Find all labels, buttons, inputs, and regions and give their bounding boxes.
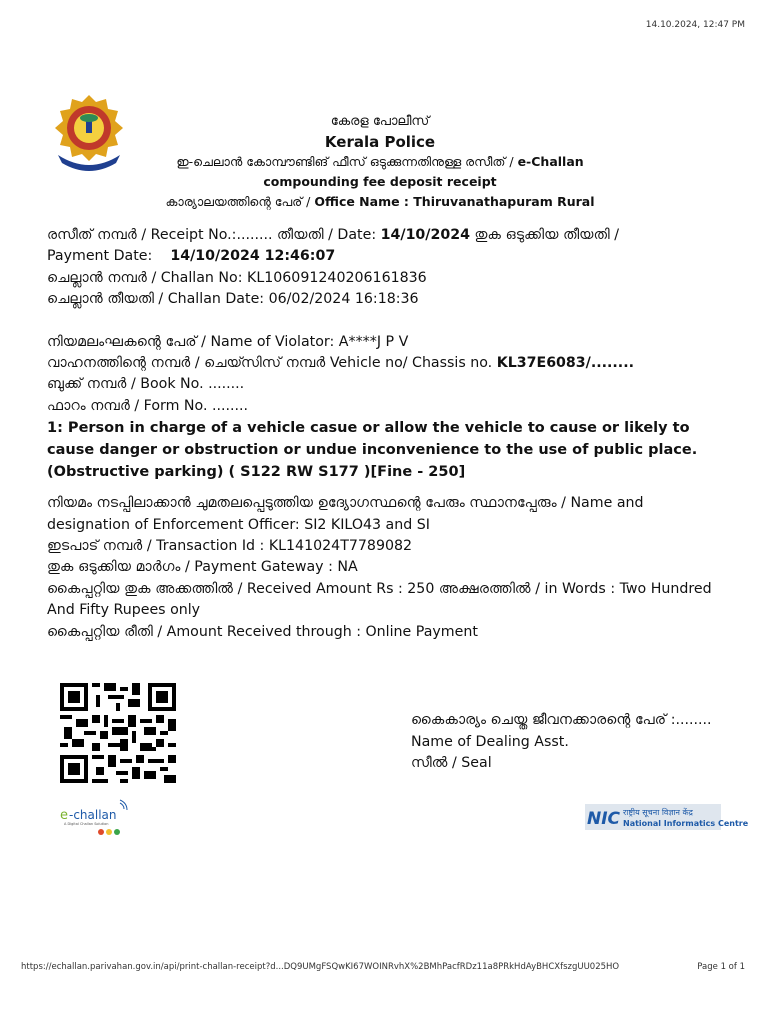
amount-received-through: കൈപ്പറ്റിയ രീതി / Amount Received through : Online Payment bbox=[47, 623, 478, 640]
receipt-no-line bbox=[47, 225, 727, 246]
payment-date-label-ml: തുക ഒടുക്കിയ തീയതി / bbox=[474, 227, 619, 243]
receipt-title-en: e-Challan bbox=[517, 154, 584, 169]
seal-label: സീൽ / Seal bbox=[411, 755, 492, 771]
received-amount: കൈപ്പറ്റിയ തുക അക്കത്തിൽ / Received Amount Rs : 250 അക്ഷരത്തിൽ / in Words : Two Hundred And Fifty Rupees only bbox=[47, 580, 712, 619]
book-no: ബുക്ക് നമ്പർ / Book No. ........ bbox=[47, 376, 245, 393]
payment-datetime: 14/10/2024 12:46:07 bbox=[170, 248, 336, 265]
form-no: ഫാറം നമ്പർ / Form No. ........ bbox=[47, 397, 249, 414]
office-label-en: Office Name : Thiruvanathapuram Rural bbox=[314, 194, 595, 209]
payment-date-label-en: Payment Date: bbox=[47, 248, 153, 265]
echallan-logo-tagline: A Digital Challan Solution bbox=[64, 822, 109, 826]
receipt-title bbox=[150, 152, 610, 172]
payment-date-line bbox=[47, 246, 727, 267]
header-title-en: Kerala Police bbox=[324, 133, 436, 151]
footer-page-number: Page 1 of 1 bbox=[697, 962, 745, 972]
header-title-ml: കേരള പോലീസ് bbox=[330, 114, 430, 129]
nic-logo-english: National Informatics Centre bbox=[623, 819, 749, 828]
office-name bbox=[150, 192, 610, 212]
dealing-assistant-block bbox=[411, 710, 751, 775]
vehicle-label: വാഹനത്തിന്റെ നമ്പർ / ചെയ്സിസ് നമ്പർ Vehicle no/ Chassis no. bbox=[47, 355, 493, 372]
vehicle-no: KL37E6083/........ bbox=[496, 355, 634, 372]
qr-code bbox=[60, 683, 176, 783]
violator-name: നിയമലംഘകന്റെ പേര് / Name of Violator: A****J P V bbox=[47, 333, 409, 350]
transaction-id: ഇടപാട് നമ്പർ / Transaction Id : KL141024T7789082 bbox=[47, 538, 413, 555]
receipt-header bbox=[150, 112, 610, 212]
receipt-date: 14/10/2024 bbox=[380, 227, 470, 243]
print-timestamp: 14.10.2024, 12:47 PM bbox=[645, 20, 745, 30]
office-label-ml: കാര്യാലയത്തിന്റെ പേര് / bbox=[165, 194, 311, 209]
footer-url-link[interactable]: https://echallan.parivahan.gov.in/api/print-challan-receipt?d...DQ9UMgFSQwKI67WOINRvhX%2BMhPacfRDz11a8PRkHdAyBHCXfszgUU025HO bbox=[21, 962, 620, 972]
nic-logo bbox=[585, 802, 749, 832]
receipt-no-label: രസീത് നമ്പർ / Receipt No.:........ തീയതി / Date: bbox=[47, 227, 377, 243]
receipt-title-en-line2: compounding fee deposit receipt bbox=[263, 174, 497, 189]
challan-no: ചെല്ലാൻ നമ്പർ / Challan No: KL106091240206161836 bbox=[47, 269, 427, 286]
receipt-body bbox=[47, 225, 727, 643]
enforcement-officer: നിയമം നടപ്പിലാക്കാൻ ചുമതലപ്പെടുത്തിയ ഉദ്യോഗസ്ഥന്റെ പേരും സ്ഥാനപ്പേരും / Name and designation of Enforcement Officer: SI2 KILO43 and SI bbox=[47, 495, 644, 533]
dealing-name-ml: കൈകാര്യം ചെയ്ത ജീവനക്കാരന്റെ പേര് :........ bbox=[411, 712, 712, 728]
dealing-name-en: Name of Dealing Asst. bbox=[411, 733, 569, 750]
vehicle-line bbox=[47, 353, 727, 374]
challan-date: ചെല്ലാൻ തീയതി / Challan Date: 06/02/2024 16:18:36 bbox=[47, 291, 419, 308]
payment-gateway: തുക ഒടുക്കിയ മാർഗം / Payment Gateway : NA bbox=[47, 559, 358, 576]
nic-logo-letters: NIC bbox=[587, 809, 621, 829]
kerala-police-emblem-logo bbox=[52, 93, 126, 171]
nic-logo-hindi: राष्ट्रीय सूचना विज्ञान केंद्र bbox=[623, 808, 693, 817]
echallan-logo bbox=[58, 800, 140, 840]
echallan-logo-text: -challan bbox=[69, 808, 117, 822]
receipt-title-ml: ഇ-ചെലാൻ കോമ്പൗണ്ടിങ് ഫീസ് ഒടുക്കുന്നതിനുള്ള രസീത് / bbox=[176, 154, 514, 169]
echallan-logo-e: e bbox=[60, 808, 68, 823]
offence-description: 1: Person in charge of a vehicle casue or allow the vehicle to cause or likely to cause danger or obstruction or undue inconvenience to the use of public place.(Obstructive parking) ( S122 RW S177 )[Fine - 250] bbox=[47, 420, 698, 481]
